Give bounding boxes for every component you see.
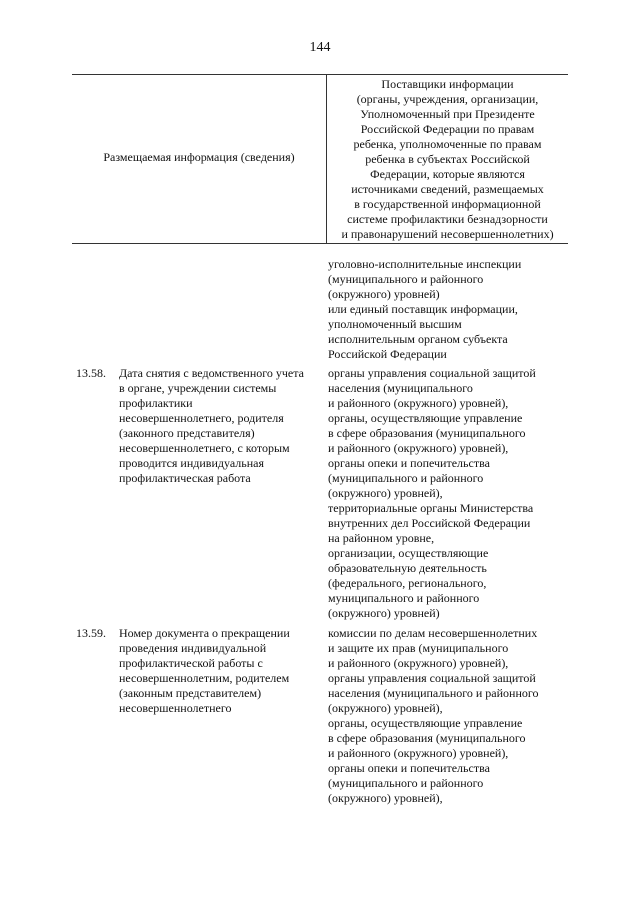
description-line: несовершеннолетнего, с которым: [119, 441, 290, 455]
header-providers-line: системе профилактики безнадзорности: [347, 212, 548, 226]
provider-line: органы опеки и попечительства: [328, 761, 490, 775]
entry-description: [119, 366, 324, 486]
header-providers-line: ребенка в субъектах Российской: [365, 152, 530, 166]
continuation-line: исполнительным органом субъекта: [328, 332, 508, 346]
provider-line: (окружного) уровней): [328, 606, 440, 620]
entry-providers: [328, 626, 568, 806]
header-providers-line: (органы, учреждения, организации,: [356, 92, 539, 106]
provider-line: и районного (окружного) уровней),: [328, 396, 509, 410]
table-header-bottom-rule: [72, 243, 568, 244]
header-providers-line: источниками сведений, размещаемых: [351, 182, 544, 196]
provider-line: и районного (окружного) уровней),: [328, 656, 509, 670]
provider-line: (окружного) уровней),: [328, 701, 443, 715]
description-line: профилактики: [119, 396, 193, 410]
continuation-line: уполномоченный высшим: [328, 317, 462, 331]
provider-line: комиссии по делам несовершеннолетних: [328, 626, 538, 640]
description-line: несовершеннолетним, родителем: [119, 671, 290, 685]
entry-providers: [328, 366, 568, 621]
provider-line: (федерального, регионального,: [328, 576, 487, 590]
header-providers-line: Поставщики информации: [381, 77, 514, 91]
continuation-line: уголовно-исполнительные инспекции: [328, 257, 522, 271]
provider-line: и районного (окружного) уровней),: [328, 441, 509, 455]
provider-line: и защите их прав (муниципального: [328, 641, 509, 655]
header-providers-column: [327, 77, 568, 242]
provider-line: (муниципального и районного: [328, 471, 484, 485]
provider-line: в сфере образования (муниципального: [328, 731, 526, 745]
table-header-top-rule: [72, 74, 568, 75]
provider-line: на районном уровне,: [328, 531, 435, 545]
provider-line: органы управления социальной защитой: [328, 366, 536, 380]
provider-line: населения (муниципального: [328, 381, 473, 395]
header-info-column: Размещаемая информация (сведения): [103, 150, 295, 164]
provider-line: органы, осуществляющие управление: [328, 716, 523, 730]
provider-line: в сфере образования (муниципального: [328, 426, 526, 440]
continuation-providers: [328, 257, 521, 362]
provider-line: (окружного) уровней),: [328, 791, 443, 805]
description-line: несовершеннолетнего, родителя: [119, 411, 284, 425]
entry-number: 13.58.: [76, 366, 106, 380]
header-providers-line: и правонарушений несовершеннолетних): [341, 227, 554, 241]
provider-line: территориальные органы Министерства: [328, 501, 534, 515]
provider-line: муниципального и районного: [328, 591, 480, 605]
header-providers-line: в государственной информационной: [354, 197, 541, 211]
provider-line: внутренних дел Российской Федерации: [328, 516, 531, 530]
provider-line: организации, осуществляющие: [328, 546, 489, 560]
description-line: (законным представителем): [119, 686, 262, 700]
provider-line: органы управления социальной защитой: [328, 671, 536, 685]
provider-line: и районного (окружного) уровней),: [328, 746, 509, 760]
continuation-line: (муниципального и районного: [328, 272, 484, 286]
provider-line: населения (муниципального и районного: [328, 686, 539, 700]
header-providers-line: ребенка, уполномоченные по правам: [353, 137, 542, 151]
entry-number: 13.59.: [76, 626, 106, 640]
continuation-line: (окружного) уровней): [328, 287, 440, 301]
provider-line: органы, осуществляющие управление: [328, 411, 523, 425]
description-line: проводится индивидуальная: [119, 456, 264, 470]
description-line: профилактическая работа: [119, 471, 251, 485]
description-line: проведения индивидуальной: [119, 641, 267, 655]
provider-line: образовательную деятельность: [328, 561, 487, 575]
continuation-line: или единый поставщик информации,: [328, 302, 518, 316]
description-line: (законного представителя): [119, 426, 255, 440]
header-providers-line: Федерации, которые являются: [370, 167, 525, 181]
header-providers-line: Российской Федерации по правам: [360, 122, 535, 136]
description-line: Номер документа о прекращении: [119, 626, 290, 640]
description-line: профилактической работы с: [119, 656, 263, 670]
entry-description: [119, 626, 324, 716]
provider-line: органы опеки и попечительства: [328, 456, 490, 470]
page-number: 144: [309, 40, 331, 55]
description-line: Дата снятия с ведомственного учета: [119, 366, 304, 380]
description-line: несовершеннолетнего: [119, 701, 232, 715]
continuation-line: Российской Федерации: [328, 347, 447, 361]
provider-line: (окружного) уровней),: [328, 486, 443, 500]
provider-line: (муниципального и районного: [328, 776, 484, 790]
description-line: в органе, учреждении системы: [119, 381, 277, 395]
header-providers-line: Уполномоченный при Президенте: [360, 107, 535, 121]
